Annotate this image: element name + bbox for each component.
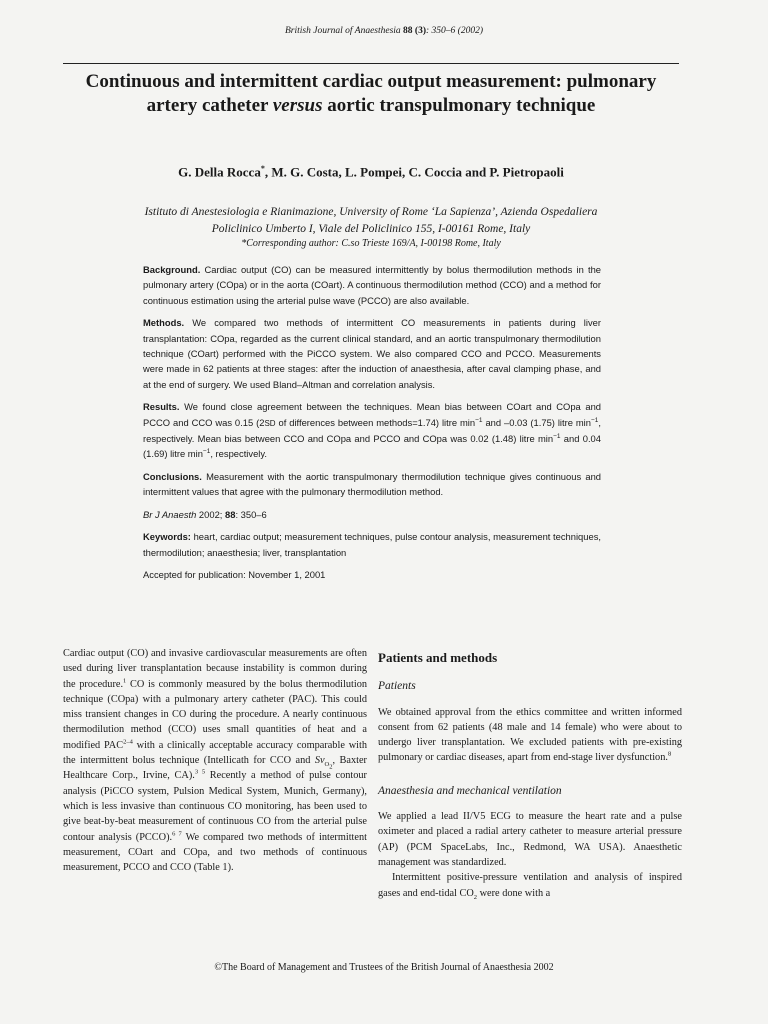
article-title — [63, 70, 679, 118]
title-part1: Continuous and intermittent cardiac output measurement: pulmonary artery catheter — [85, 71, 657, 116]
keywords-label: Keywords: — [143, 531, 191, 543]
journal-name: British Journal of Anaesthesia — [285, 26, 401, 36]
title-part2: aortic transpulmonary technique — [322, 95, 596, 116]
copyright-footer: ©The Board of Management and Trustees of the British Journal of Anaesthesia 2002 — [214, 962, 554, 973]
abstract-results — [143, 399, 601, 462]
author-list — [63, 164, 679, 180]
abstract-background — [143, 262, 601, 308]
reference-mark: 2–4 — [123, 738, 133, 746]
accepted-date: Accepted for publication: November 1, 2001 — [143, 568, 326, 580]
journal-volume: 88 — [403, 26, 413, 36]
unit-exponent: −1 — [202, 448, 211, 456]
journal-pages: : 350–6 (2002) — [426, 26, 483, 36]
reference-mark: 1 — [123, 677, 127, 685]
corresponding-author: *Corresponding author: C.so Trieste 169/A, I-00198 Rome, Italy — [241, 238, 501, 249]
results-text: and –0.03 (1.75) litre min — [482, 416, 591, 428]
abstract — [143, 262, 601, 589]
journal-header — [0, 26, 768, 36]
affiliation-line-1: Istituto di Anestesiologia e Rianimazione, University of Rome ‘La Sapienza’, Azienda Ospedaliera — [144, 206, 598, 218]
reference-mark: 8 — [667, 751, 672, 759]
intro-paragraph — [63, 646, 367, 875]
conclusions-text: Measurement with the aortic transpulmonary thermodilution technique gives continuous and intermittent values that agree with the pulmonary thermodilution method. — [143, 470, 601, 498]
keywords-text: heart, cardiac output; measurement techniques, pulse contour analysis, measurement techniques, thermodilution; anaesthesia; liver, transplantation — [143, 531, 601, 558]
svo-subscript — [324, 761, 333, 771]
unit-exponent: −1 — [590, 416, 599, 424]
methods-text: We compared two methods of intermittent CO measurements in patients during liver transplantation: COpa, regarded as the current clinical standard, and an aortic transpulmonary thermodilution technique (COart) performed with the PiCCO system. We also compared CCO and PCCO. Measurements were made in 62 patients at three stages: after the induction of anaesthesia, after caval clamping phase, and at the end of surgery. We used Bland–Altman and correlation analysis. — [143, 317, 601, 390]
anaesthesia-paragraph: We applied a lead II/V5 ECG to measure the heart rate and a pulse oximeter and placed a radial artery catheter to measure arterial pressure (AP) (PCM SpaceLabs, Inc., Redmond, WA USA). Anaesthetic management was standardized. — [378, 811, 682, 868]
results-sd: SD — [264, 418, 276, 428]
section-gap — [378, 766, 682, 784]
intro-text: , Baxter Healthcare Corp., Irvine, CA). — [63, 755, 367, 782]
ventilation-text: were done with a — [477, 887, 551, 899]
journal-issue: (3) — [414, 26, 426, 36]
affiliation-line-2: Policlinico Umberto I, Viale del Policlinico 155, I-00161 Rome, Italy — [211, 223, 531, 235]
subsection-heading-patients: Patients — [378, 680, 416, 693]
unit-exponent: −1 — [475, 416, 483, 424]
patients-paragraph — [378, 705, 682, 766]
methods-label: Methods. — [143, 317, 185, 329]
results-label: Results. — [143, 401, 180, 413]
intro-text: CO is commonly measured by the bolus thermodilution technique (COpa) with a pulmonary artery catheter (PAC). This could miss transient changes in CO during the procedure. A nearly continuous thermodilution method (CCO) uses small quantities of heat and a modified PAC — [63, 678, 368, 751]
author-rest: , M. G. Costa, L. Pompei, C. Coccia and P. Pietropaoli — [264, 164, 564, 180]
conclusions-label: Conclusions. — [143, 470, 202, 482]
body-column-right — [378, 646, 682, 901]
results-text: of differences between methods=1.74) litre min — [275, 416, 476, 428]
svo-symbol: Sv — [314, 755, 325, 767]
intro-text: with a clinically acceptable accuracy comparable with the intermittent bolus technique (Intellicath for CCO and — [63, 739, 367, 767]
header-rule — [63, 63, 679, 64]
abstract-methods — [143, 315, 601, 392]
unit-exponent: −1 — [553, 432, 561, 440]
results-text: and 0.04 (1.69) litre min — [143, 433, 601, 460]
abstract-conclusions — [143, 469, 601, 500]
results-text: We found close agreement between the techniques. Mean bias between COart and COpa and PCCO and CCO was 0.15 (2 — [143, 401, 601, 428]
cite-pages: : 350–6 — [235, 508, 267, 520]
reference-mark: 3 5 — [194, 768, 206, 776]
title-versus: versus — [272, 95, 323, 116]
svo-sub-o: O — [324, 761, 330, 769]
body-column-left — [63, 646, 367, 875]
ventilation-paragraph — [378, 870, 682, 901]
results-text: , respectively. — [210, 448, 267, 460]
corresponding-mark: * — [260, 164, 265, 173]
cite-year: 2002; — [196, 508, 225, 520]
intro-text: Cardiac output (CO) and invasive cardiovascular measurements are often used during liver transplantation because instability is common during the procedure. — [63, 648, 367, 690]
patients-text: We obtained approval from the ethics committee and written informed consent from 62 patients (48 male and 14 female) who were about to undergo liver transplantation. We excluded patients with pre-existing pulmonary or cardiac diseases, apart from end-stage liver dysfunction. — [378, 706, 682, 764]
keywords — [143, 529, 601, 560]
intro-text: We compared two methods of intermittent measurement, COart and COpa, and two methods of continuous measurement, PCCO and CCO (Table 1). — [63, 831, 367, 874]
co2-subscript: 2 — [473, 893, 478, 901]
author-first: G. Della Rocca — [178, 164, 261, 180]
citation — [143, 507, 601, 522]
reference-mark: 6 7 — [172, 830, 182, 838]
cite-volume: 88 — [225, 508, 236, 520]
affiliation — [63, 204, 679, 238]
ventilation-text: Intermittent positive-pressure ventilation and analysis of inspired gases and end-tidal CO — [378, 872, 682, 899]
subsection-heading-anaesthesia: Anaesthesia and mechanical ventilation — [378, 784, 562, 797]
section-heading: Patients and methods — [378, 650, 498, 665]
svo-sub-2: 2 — [329, 763, 333, 771]
background-text: Cardiac output (CO) can be measured intermittently by bolus thermodilution methods in the pulmonary artery (COpa) or in the aorta (COart). A continuous thermodilution method (CCO) and a method for continuous estimation using the arterial pulse wave (PCCO) are also available. — [143, 264, 601, 306]
results-text: , respectively. Mean bias between CCO and COpa and PCCO and COpa was 0.02 (1.48) litre min — [143, 416, 601, 445]
background-label: Background. — [143, 264, 201, 275]
cite-journal: Br J Anaesth — [143, 508, 197, 520]
intro-text: Recently a method of pulse contour analysis (PiCCO system, Pulsion Medical System, Munich, Germany), which is less invasive than continuous CO monitoring, has been used to give beat-by-beat measurement of continuous CO from the arterial pulse contour analysis (PCCO). — [63, 770, 367, 843]
